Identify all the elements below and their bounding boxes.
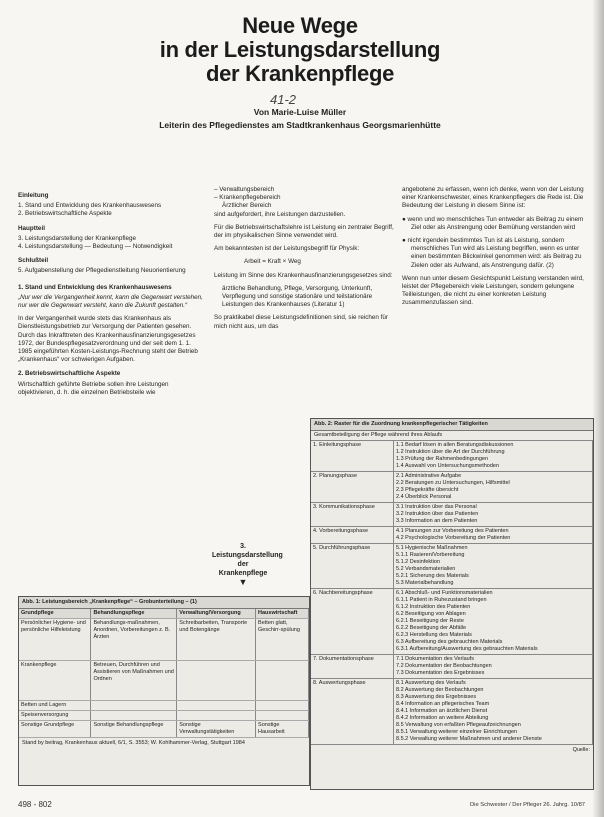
figure-1-title: Abb. 1: Leistungsbereich „Krankenpflege“ – Grobunterteilung – (1) (19, 597, 309, 609)
table-cell (177, 661, 256, 701)
title-line-2: in der Leistungsdarstellung (159, 37, 441, 62)
phase-item: 8.5.1 Verwaltung weiterer einzelner Einrichtungen (396, 729, 518, 735)
bullet-item: ● nicht irgendein bestimmtes Tun ist als Leistung, sondern menschliches Tun wird als Leistung begriffen, wenn es unter einen bestimmten Blickwinkel genommen wird: als Beitrag zu Zielen oder als Aufwand, als Anstrengung dafür. (2) (402, 237, 582, 269)
phase-item: 5.2.1 Sicherung des Materials (396, 573, 469, 579)
author-block (90, 106, 510, 132)
table-cell (177, 701, 256, 711)
column-3 (402, 186, 588, 313)
phase-item: 5.3 Materialbehandlung (396, 580, 454, 586)
phase-item: 2.3 Pflegekräfte übersicht (396, 487, 459, 493)
toc-item: 2. Betriebswirtschaftliche Aspekte (18, 210, 112, 218)
phase-name: 6. Nachbereitungsphase (311, 589, 394, 655)
section-3-label (212, 542, 283, 587)
down-arrow-icon: ▼ (238, 577, 248, 587)
toc-item: 5. Aufgabenstellung der Pflegedienstleitung Neuorientierung (18, 267, 186, 275)
phase-items (394, 441, 593, 472)
phase-item: 4.2 Psychologische Vorbereitung der Patienten (396, 535, 511, 541)
table-cell: Betreuen, Durchführen und Assistieren von Maßnahmen und Ordnen (91, 661, 177, 701)
phase-item: 8.4.2 Information an weitere Abteilung (396, 715, 489, 721)
phase-item: 6.3 Aufbereitung des gebrauchten Materials (396, 639, 503, 645)
phase-item: 2.2 Beratungen zu Untersuchungen, Hilfsmittel (396, 480, 510, 486)
column-header: Grundpflege (19, 609, 91, 619)
phase-item: 6.2.2 Beseitigung der Abfälle (396, 625, 467, 631)
author-name: Von Marie-Luise Müller (253, 107, 347, 117)
formula: Arbeit = Kraft × Weg (244, 258, 301, 266)
phase-item: 1.4 Auswahl von Untersuchungsmethoden (396, 463, 500, 469)
phase-item: 3.3 Information an dem Patienten (396, 518, 478, 524)
phase-name: 1. Einleitungsphase (311, 441, 394, 472)
scan-edge-shadow (592, 0, 604, 817)
phase-item: 6.1 Abschluß- und Funktionsmaterialien (396, 590, 493, 596)
list-item: Ärztlicher Bereich (222, 202, 272, 210)
figure-2-grid (311, 441, 593, 745)
phase-item: 3.1 Instruktion über das Personal (396, 504, 477, 510)
table-cell (256, 661, 309, 701)
table-cell: Krankenpflege (19, 661, 91, 701)
phase-item: 1.1 Bedarf lösen in allen Beratungsdiskussionen (396, 442, 514, 448)
article-title (90, 14, 510, 86)
figure-2-source: Quelle: (572, 747, 590, 753)
phase-item: 3.2 Instruktion über das Patienten (396, 511, 479, 517)
phase-name: 4. Vorbereitungsphase (311, 527, 394, 544)
paragraph: ärztliche Behandlung, Pflege, Versorgung, Unterkunft, Verpflegung und sonstige stationäre und teilstationäre Leistungen des Krankenhauses (Literatur 1) (222, 284, 373, 309)
title-line-1: Neue Wege (242, 13, 358, 38)
table-cell (256, 711, 309, 721)
phase-item: 6.3.1 Aufbereitung/Auswertung des gebrauchten Materials (396, 646, 538, 652)
phase-item: 2.4 Überblick Personal (396, 494, 452, 500)
phase-item: 8.5.2 Verwaltung weiterer Maßnahmen und anderer Dienste (396, 736, 542, 742)
title-line-3: der Krankenpflege (205, 61, 395, 86)
figure-1-grid (19, 609, 309, 738)
figure-2-title: Abb. 2: Raster für die Zuordnung krankenpflegerischer Tätigkeiten (311, 419, 593, 431)
table-cell (256, 701, 309, 711)
table-cell: Behandlungs-maßnahmen, Anordnen, Vorbereitungen z. B. Ärzten (91, 619, 177, 661)
figure-2-subtitle: Gesamtbeteiligung der Pflege während ihres Ablaufs (311, 431, 593, 441)
phase-item: 5.1.2 Desinfektion (396, 559, 441, 565)
toc-item: 4. Leistungsdarstellung — Bedeutung — Notwendigkeit (18, 243, 173, 251)
toc-hauptteil-heading: Hauptteil (18, 224, 45, 232)
phase-item: 7.2 Dokumentation der Beobachtungen (396, 663, 492, 669)
list-item: – Verwaltungsbereich (214, 186, 275, 193)
phase-item: 1.3 Prüfung der Rahmenbedingungen (396, 456, 489, 462)
phase-item: 5.1 Hygienische Maßnahmen (396, 545, 468, 551)
phase-name: 3. Kommunikationsphase (311, 503, 394, 527)
toc-schluss-heading: Schlußteil (18, 257, 49, 265)
phase-item: 8.5 Verwaltung von erfaßten Pflegeaufzeichnungen (396, 722, 521, 728)
table-cell (91, 711, 177, 721)
column-header: Verwaltung/Versorgung (177, 609, 256, 619)
table-cell: Betten glatt, Geschirr-spülung (256, 619, 309, 661)
section-1-heading: 1. Stand und Entwicklung des Krankenhauswesens (18, 283, 172, 291)
journal-footer: Die Schwester / Der Pfleger 26. Jahrg. 10/87 (470, 802, 586, 808)
phase-items (394, 527, 593, 544)
paragraph: Für die Betriebswirtschaftslehre ist Leistung ein zentraler Begriff, der im physikalischen Sinne verwendet wird. (214, 223, 394, 240)
phase-row (311, 589, 593, 655)
phase-item: 1.2 Instruktion über die Art der Durchführung (396, 449, 505, 455)
phase-items (394, 589, 593, 655)
phase-row (311, 655, 593, 679)
phase-items (394, 655, 593, 679)
phase-items (394, 472, 593, 503)
phase-row (311, 544, 593, 589)
phase-items (394, 503, 593, 527)
toc-item: 1. Stand und Entwicklung des Krankenhauswesens (18, 202, 162, 210)
section-2-text: Wirtschaftlich geführte Betriebe sollen ihre Leistungen objektivieren, d. h. die einzelnen Betriebsteile wie (18, 380, 169, 396)
phase-name: 8. Auswertungsphase (311, 679, 394, 745)
table-cell: Persönlicher Hygiene- und persönliche Hilfeleistung (19, 619, 91, 661)
phase-name: 2. Planungsphase (311, 472, 394, 503)
column-header: Behandlungspflege (91, 609, 177, 619)
phase-item: 5.2 Verbandsmaterialien (396, 566, 456, 572)
phase-row (311, 503, 593, 527)
phase-row (311, 472, 593, 503)
paragraph: angebotene zu erfassen, wenn ich denke, wenn von der Leistung einer Krankenschwester, eines Krankenpflegers die Rede ist. Die Bedeutung der Leistung in diesem Sinne ist: (402, 186, 584, 210)
section-1-quote: „Nur wer die Vergangenheit kennt, kann die Gegenwart verstehen, nur wer die Gegenwart versteht, kann die Zukunft gestalten.“ (18, 293, 203, 310)
phase-row (311, 441, 593, 472)
phase-row (311, 527, 593, 544)
column-2 (214, 186, 394, 336)
table-cell: Sonstige Verwaltungstätigkeiten (177, 721, 256, 738)
list-item: – Krankenpflegebereich (214, 194, 281, 202)
paragraph: Leistung im Sinne des Krankenhausfinanzierungsgesetzes sind: (214, 271, 393, 279)
author-role: Leiterin des Pflegedienstes am Stadtkrankenhaus Georgsmarienhütte (159, 120, 441, 130)
column-header: Hauswirtschaft (256, 609, 309, 619)
list-end: sind aufgefordert, ihre Leistungen darzustellen. (214, 210, 346, 218)
toc-einleitung-heading: Einleitung (18, 192, 49, 199)
phase-item: 4.1 Planungen zur Vorbereitung des Patienten (396, 528, 509, 534)
table-cell: Schreibarbeiten, Transporte und Botengänge (177, 619, 256, 661)
phase-item: 8.1 Auswertung des Verlaufs (396, 680, 466, 686)
table-cell: Betten und Lagern (19, 701, 91, 711)
table-cell (91, 701, 177, 711)
toc-item: 3. Leistungsdarstellung der Krankenpflege (18, 234, 136, 242)
section-3-label-line: 3. Leistungsdarstellung der (212, 543, 283, 568)
figure-1-source: Stand by beitrag, Krankenhaus aktuell, 6/1, S. 3553; W. Kohlhammer-Verlag, Stuttgart 1984 (22, 740, 245, 746)
phase-item: 8.4 Information an pflegerisches Team (396, 701, 490, 707)
phase-item: 8.2 Auswertung der Beobachtungen (396, 687, 484, 693)
paragraph: Am bekanntesten ist der Leistungsbegriff für Physik: (214, 245, 360, 253)
bullet-item: ● wenn und wo menschliches Tun entweder als Beitrag zu einem Ziel oder als Anstrengung oder Bemühung verstanden wird (402, 215, 584, 231)
table-cell: Sonstige Grundpflege (19, 721, 91, 738)
paragraph: Wenn nun unter diesem Gesichtspunkt Leistung verstanden wird, leistet der Pflegebereich viele Leistungen, sondern gelungene Teilleistungen, die nicht zu einer konkreten Leistung zusammenzufassen sind. (402, 274, 584, 307)
page-number: 498 - 802 (18, 800, 52, 809)
phase-item: 8.3 Auswertung des Ergebnisses (396, 694, 477, 700)
phase-name: 5. Durchführungsphase (311, 544, 394, 589)
table-cell: Sonstige Behandlungspflege (91, 721, 177, 738)
phase-item: 8.4.1 Information an ärztlichen Dienst (396, 708, 488, 714)
phase-item: 6.2 Beseitigung von Ablagen (396, 611, 466, 617)
phase-items (394, 544, 593, 589)
figure-2-table (310, 418, 594, 790)
table-cell (177, 711, 256, 721)
figure-1-table (18, 596, 310, 786)
phase-item: 7.3 Dokumentation des Ergebnisses (396, 670, 485, 676)
phase-item: 6.2.3 Herstellung des Materials (396, 632, 472, 638)
section-2-heading: 2. Betriebswirtschaftliche Aspekte (18, 370, 121, 378)
table-cell: Sonstige Hausarbeit (256, 721, 309, 738)
phase-item: 6.2.1 Beseitigung der Reste (396, 618, 464, 624)
phase-item: 6.1.1 Patient in Ruhezustand bringen (396, 597, 487, 603)
phase-item: 6.1.2 Instruktion des Patienten (396, 604, 471, 610)
section-3-label-line: Krankenpflege (218, 570, 268, 577)
paragraph: So praktikabel diese Leistungsdefinitionen sind, sie reichen für mich nicht aus, um das (214, 314, 388, 330)
phase-item: 5.1.1 Rasieren/Vorbereitung (396, 552, 465, 558)
phase-item: 2.1 Administrative Aufgabe (396, 473, 462, 479)
table-cell: Speisenversorgung (19, 711, 91, 721)
handwritten-note: 41-2 (270, 92, 297, 107)
column-1 (18, 186, 204, 402)
section-1-text: In der Vergangenheit wurde stets das Krankenhaus als Dienstleistungsbetrieb zur Versorgung der Patienten gesehen. Durch das Inkrafttreten des Krankenhausfinanzierungsgesetzes 1972, der Bundespflegesatzverordnung und der seit dem 1. 1. 1985 eingeführten Kosten-Leistungs-Rechnung steht der Betrieb „Krankenhaus“ vor schwierigen Aufgaben. (18, 315, 198, 364)
phase-item: 7.1 Dokumentation des Verlaufs (396, 656, 474, 662)
phase-items (394, 679, 593, 745)
phase-row (311, 679, 593, 745)
phase-name: 7. Dokumentationsphase (311, 655, 394, 679)
